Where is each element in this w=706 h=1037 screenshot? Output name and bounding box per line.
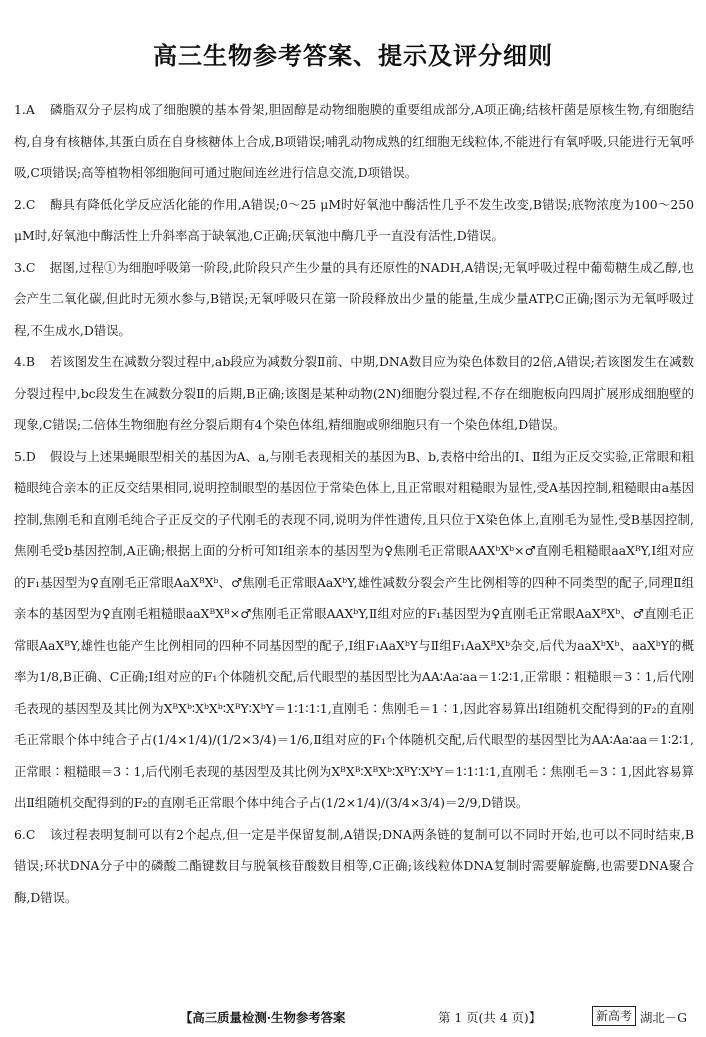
item-answer: C bbox=[25, 259, 36, 275]
answer-item-5 bbox=[14, 441, 694, 819]
item-explanation: 磷脂双分子层构成了细胞膜的基本骨架,胆固醇是动物细胞膜的重要组成部分,A项正确;结核杆菌是原核生物,有细胞结构,自身有核糖体,其蛋白质在自身核糖体上合成,B项错误;哺乳动物成熟的红细胞无线粒体,不能进行有氧呼吸,只能进行无氧呼吸,C项错误;高等植物相邻细胞间可通过胞间连丝进行信息交流,D项错误。 bbox=[14, 102, 694, 180]
answer-item-2 bbox=[14, 189, 694, 252]
item-number: 2. bbox=[14, 196, 26, 212]
footer-title: 【高三质量检测·生物参考答案 bbox=[180, 1010, 346, 1025]
answer-item-1 bbox=[14, 94, 694, 189]
item-number: 5. bbox=[14, 448, 26, 464]
region-code: 湖北－G bbox=[640, 1010, 688, 1025]
new-gaokao-badge: 新高考 bbox=[592, 1006, 636, 1026]
item-number: 6. bbox=[14, 826, 26, 842]
page-footer bbox=[0, 1006, 706, 1028]
item-explanation: 该过程表明复制可以有2个起点,但一定是半保留复制,A错误;DNA两条链的复制可以不同时开始,也可以不同时结束,B错误;环状DNA分子中的磷酸二酯键数目与脱氧核苷酸数目相等,C正确;该线粒体DNA复制时需要解旋酶,也需要DNA聚合酶,D错误。 bbox=[14, 826, 694, 905]
item-answer: C bbox=[25, 196, 36, 212]
page-title: 高三生物参考答案、提示及评分细则 bbox=[153, 42, 553, 70]
footer-page-number: 第 1 页(共 4 页)】 bbox=[438, 1010, 542, 1025]
answer-list bbox=[14, 94, 694, 913]
item-explanation: 若该图发生在减数分裂过程中,ab段应为减数分裂Ⅱ前、中期,DNA数目应为染色体数目的2倍,A错误;若该图发生在减数分裂过程中,bc段发生在减数分裂Ⅱ的后期,B正确;该图是某种动物(2N)细胞分裂过程,不存在细胞板向四周扩展形成细胞壁的现象,C错误;二倍体生物细胞有丝分裂后期有4个染色体组,精细胞或卵细胞只有一个染色体组,D错误。 bbox=[14, 354, 694, 432]
item-number: 1. bbox=[14, 102, 26, 117]
item-answer: D bbox=[25, 448, 36, 464]
item-explanation: 酶具有降低化学反应活化能的作用,A错误;0～25 μM时好氧池中酶活性几乎不发生改变,B错误;底物浓度为100～250 μM时,好氧池中酶活性上升斜率高于缺氧池,C正确;厌氧池中酶几乎一直没有活性,D错误。 bbox=[14, 196, 694, 243]
item-number: 4. bbox=[14, 354, 26, 369]
item-explanation: 据图,过程①为细胞呼吸第一阶段,此阶段只产生少量的具有还原性的NADH,A错误;无氧呼吸过程中葡萄糖生成乙醇,也会产生二氧化碳,但此时无须水参与,B错误;无氧呼吸只在第一阶段释放出少量的能量,生成少量ATP,C正确;图示为无氧呼吸过程,不生成水,D错误。 bbox=[14, 259, 694, 338]
item-answer: B bbox=[25, 354, 35, 369]
item-answer: C bbox=[25, 826, 36, 842]
answer-item-6 bbox=[14, 819, 694, 914]
item-explanation: 假设与上述果蝇眼型相关的基因为A、a,与刚毛表现相关的基因为B、b,表格中给出的Ⅰ、Ⅱ组为正反交实验,正常眼和粗糙眼纯合亲本的正反交结果相同,说明控制眼型的基因位于常染色体上,且正常眼对粗糙眼为显性,受A基因控制,粗糙眼由a基因控制,焦刚毛和直刚毛纯合子正反交的子代刚毛的表现不同,说明为伴性遗传,且只位于X染色体上,直刚毛为显性,受B基因控制,焦刚毛受b基因控制,A正确;根据上面的分析可知Ⅰ组亲本的基因型为♀焦刚毛正常眼AAXᵇXᵇ×♂直刚毛粗糙眼aaXᴮY,Ⅰ组对应的F₁基因型为♀直刚毛正常眼AaXᴮXᵇ、♂焦刚毛正常眼AaXᵇY,雄性减数分裂会产生比例相等的四种不同类型的配子,同理Ⅱ组亲本的基因型为♀直刚毛粗糙眼aaXᴮXᴮ×♂焦刚毛正常眼AAXᵇY,Ⅱ组对应的F₁基因型为♀直刚毛正常眼AaXᴮXᵇ、♂直刚毛正常眼AaXᴮY,雄性也能产生比例相同的四种不同基因型的配子,Ⅰ组F₁AaXᵇY与Ⅱ组F₁AaXᴮXᵇ杂交,后代为aaXᵇXᵇ、aaXᵇY的概率为1/8,B正确、C正确;Ⅰ组对应的F₁个体随机交配,后代眼型的基因型比为AA∶Aa∶aa＝1∶2∶1,正常眼∶粗糙眼＝3∶1,后代刚毛表现的基因型及其比例为XᴮXᵇ∶XᵇXᵇ∶XᴮY∶XᵇY＝1∶1∶1∶1,直刚毛∶焦刚毛＝1∶1,因此容易算出Ⅰ组随机交配得到的F₂的直刚毛正常眼个体中纯合子占(1/4×1/4)/(1/2×3/4)＝1/6,Ⅱ组对应的F₁个体随机交配,后代眼型的基因型比为AA∶Aa∶aa＝1∶2∶1,正常眼∶粗糙眼＝3∶1,后代刚毛表现的基因型及其比例为XᴮXᴮ∶XᴮXᵇ∶XᴮY∶XᵇY＝1∶1∶1∶1,直刚毛∶焦刚毛＝3∶1,因此容易算出Ⅱ组随机交配得到的F₂的直刚毛正常眼个体中纯合子占(1/2×1/4)/(3/4×3/4)＝2/9,D错误。 bbox=[14, 448, 694, 810]
item-answer: A bbox=[25, 102, 35, 117]
answer-item-4 bbox=[14, 346, 694, 441]
answer-item-3 bbox=[14, 252, 694, 347]
item-number: 3. bbox=[14, 259, 26, 275]
